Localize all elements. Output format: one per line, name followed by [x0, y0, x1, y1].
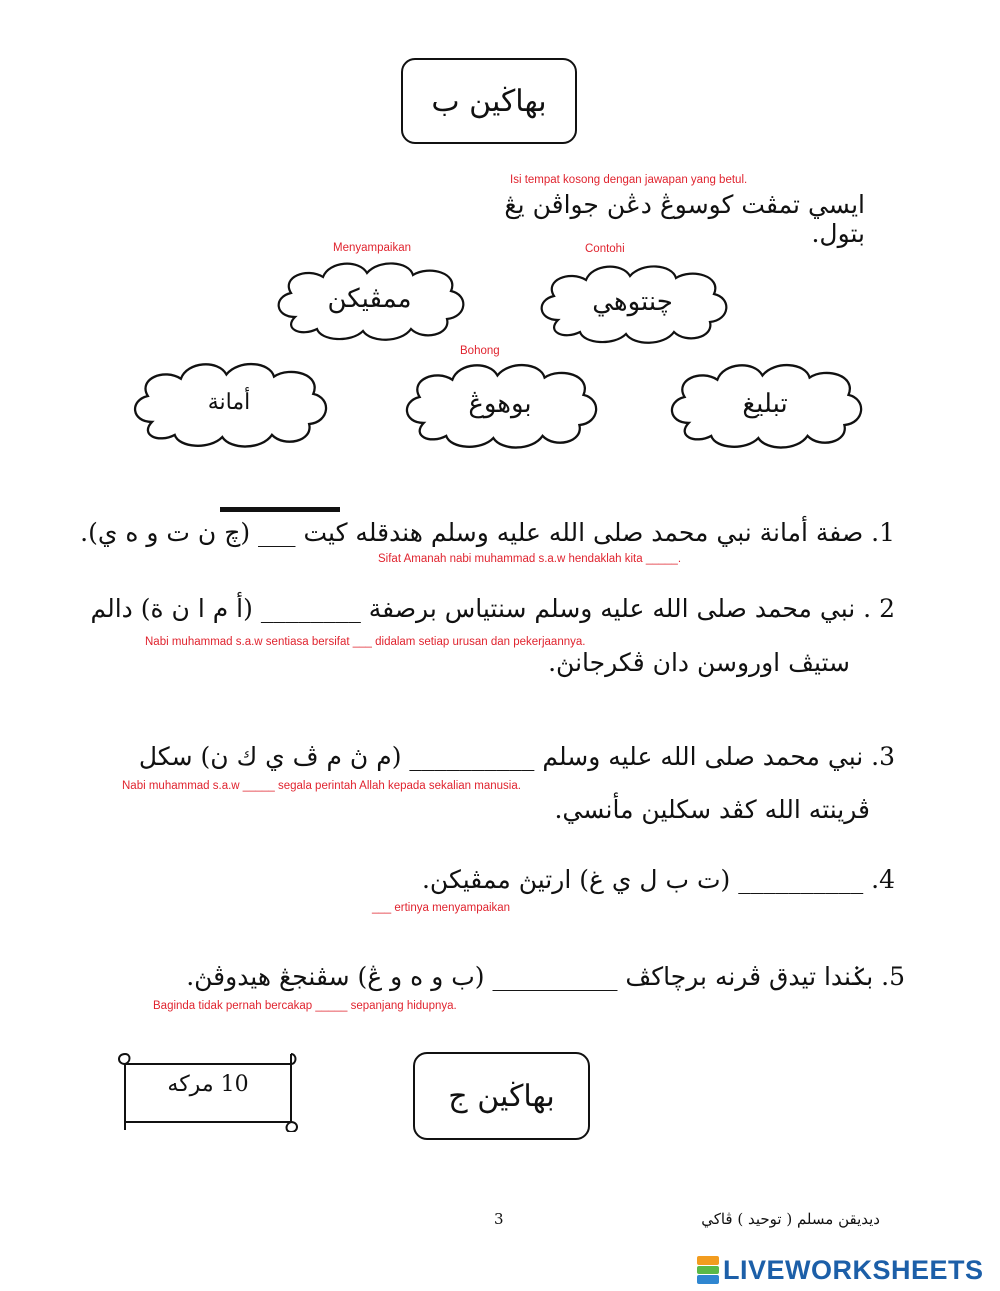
instruction-text: ايسي تمڤت كوسوڠ دڠن جواڤن يڠ بتول.: [504, 190, 865, 248]
cloud-word-5: تبليغ: [742, 388, 788, 419]
footer-title: ديديقن مسلم ( توحيد ) ڤاكي: [701, 1210, 880, 1228]
question-1-answer-input[interactable]: [300, 522, 360, 552]
answer-underline: [220, 507, 340, 512]
question-5-answer-input[interactable]: [445, 966, 605, 996]
cloud-translation-2: Contohi: [585, 243, 625, 255]
question-4-answer-input[interactable]: [720, 868, 860, 898]
question-5-translation: Baginda tidak pernah bercakap _____ sepanjang hidupnya.: [153, 1000, 457, 1012]
cloud-word-3: أمانة: [207, 390, 251, 415]
cloud-word-2: چنتوهي: [592, 287, 673, 317]
cloud-word-4: بوهوڠ: [468, 388, 532, 419]
question-3-line-1: 3. نبي محمد صلى الله عليه وسلم __________ (م ڽ م ڤ ي ك ن) سكل: [138, 742, 895, 771]
question-4: 4. __________ (ت ب ل ي غ) ارتيڽ ممڤيكن.: [421, 865, 895, 894]
section-b-title: [401, 58, 577, 144]
instruction-translation: Isi tempat kosong dengan jawapan yang betul.: [510, 174, 748, 186]
section-c-title: [413, 1052, 590, 1140]
cloud-option-2: [530, 258, 735, 346]
cloud-translation-1: Menyampaikan: [333, 242, 411, 254]
question-2-line-1: 2 . نبي محمد صلى الله عليه وسلم سنتياس برصفة ________ (أ م ا ن ة) دالم: [90, 594, 895, 623]
question-4-translation: ___ ertinya menyampaikan: [372, 902, 511, 914]
cloud-option-4: [395, 356, 605, 451]
liveworksheets-logo[interactable]: [697, 1255, 984, 1285]
cloud-option-3: [123, 355, 335, 450]
liveworksheets-icon: [697, 1256, 719, 1284]
question-2-answer-input[interactable]: [360, 598, 470, 628]
marks-scroll: [113, 1052, 301, 1132]
question-1: 1. صفة أمانة نبي محمد صلى الله عليه وسلم هندقله كيت ___ (چ ن ت و ه ي).: [80, 518, 895, 547]
question-2-translation: Nabi muhammad s.a.w sentiasa bersifat ___ didalam setiap urusan dan pekerjaannya.: [145, 636, 586, 648]
page-number: 3: [494, 1210, 504, 1228]
question-5: 5. بݢندا تيدق ڤرنه برچاكڤ __________ (ب و ه و ڠ) سڤنجڠ هيدوڤڽ.: [186, 962, 905, 991]
question-1-translation: Sifat Amanah nabi muhammad s.a.w hendaklah kita _____.: [378, 553, 682, 565]
question-2-line-2: ستيڤ اوروسن دان ڤكرجانڽ.: [548, 648, 850, 677]
cloud-word-1: ممڤيكن: [327, 284, 412, 314]
cloud-translation-4: Bohong: [460, 345, 500, 357]
section-c-title-text: بهاڬين ج: [448, 1078, 555, 1114]
question-3-line-2: ڤرينته الله كڤد سكلين مأنسي.: [554, 795, 870, 824]
cloud-option-5: [660, 356, 870, 451]
marks-text: 10 مركه: [167, 1072, 249, 1097]
question-3-answer-input[interactable]: [400, 746, 540, 776]
question-3-translation: Nabi muhammad s.a.w _____ segala perintah Allah kepada sekalian manusia.: [122, 780, 521, 792]
liveworksheets-wordmark: LIVEWORKSHEETS: [723, 1254, 984, 1285]
cloud-option-1: [267, 255, 472, 343]
section-b-title-text: بهاڬين ب: [431, 83, 547, 119]
